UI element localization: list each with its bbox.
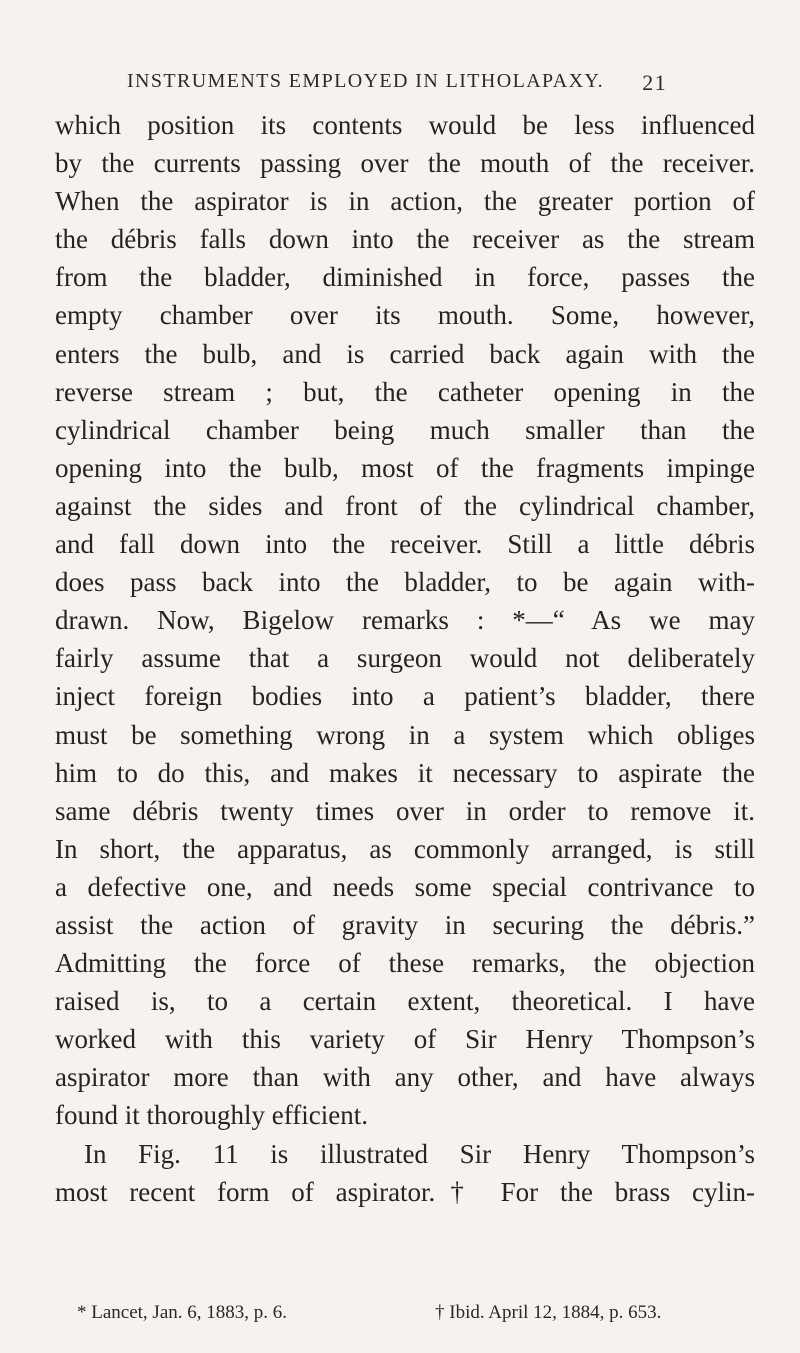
text-line: and fall down into the receiver. Still a little débris <box>55 529 755 560</box>
text-line: him to do this, and makes it necessary to aspirate the <box>55 757 755 788</box>
text-line: against the sides and front of the cylindrical chamber, <box>55 490 755 521</box>
text-line: fairly assume that a surgeon would not deliberately <box>55 643 755 674</box>
text-line: by the currents passing over the mouth of the receiver. <box>55 148 755 179</box>
text-line: opening into the bulb, most of the fragments impinge <box>55 452 755 483</box>
text-line: assist the action of gravity in securing the débris.” <box>55 909 755 940</box>
running-head-title: INSTRUMENTS EMPLOYED IN LITHOLAPAXY. <box>127 70 605 92</box>
text-line: Admitting the force of these remarks, the objection <box>55 948 755 979</box>
text-line: the débris falls down into the receiver as the stream <box>55 224 755 255</box>
text-line: does pass back into the bladder, to be again with- <box>55 567 755 598</box>
text-line: must be something wrong in a system which obliges <box>55 719 755 750</box>
footnote-ibid: † Ibid. April 12, 1884, p. 653. <box>435 1302 662 1323</box>
text-line: found it thoroughly efficient. <box>55 1100 368 1131</box>
text-line: When the aspirator is in action, the greater portion of <box>55 186 755 217</box>
text-line: same débris twenty times over in order to remove it. <box>55 795 755 826</box>
text-line: drawn. Now, Bigelow remarks : *—“ As we may <box>55 605 755 636</box>
text-line: worked with this variety of Sir Henry Thompson’s <box>55 1024 755 1055</box>
text-line: from the bladder, diminished in force, passes the <box>55 262 755 293</box>
text-line: In Fig. 11 is illustrated Sir Henry Thompson’s <box>84 1138 755 1169</box>
text-line: empty chamber over its mouth. Some, however, <box>55 300 755 331</box>
footnotes <box>77 1298 757 1328</box>
text-line: most recent form of aspirator.† For the brass cylin- <box>55 1176 755 1207</box>
text-line: a defective one, and needs some special contrivance to <box>55 871 755 902</box>
text-line: In short, the apparatus, as commonly arranged, is still <box>55 833 755 864</box>
text-line: reverse stream ; but, the catheter opening in the <box>55 376 755 407</box>
text-line: aspirator more than with any other, and have always <box>55 1062 755 1093</box>
footnote-lancet: * Lancet, Jan. 6, 1883, p. 6. <box>77 1302 288 1323</box>
text-line: enters the bulb, and is carried back again with the <box>55 338 755 369</box>
page-number: 21 <box>642 70 667 95</box>
running-head <box>127 70 667 100</box>
text-line: cylindrical chamber being much smaller than the <box>55 414 755 445</box>
text-line: which position its contents would be less influenced <box>55 110 755 140</box>
text-line: raised is, to a certain extent, theoretical. I have <box>55 986 755 1017</box>
body-text <box>55 106 755 1211</box>
text-line: inject foreign bodies into a patient’s bladder, there <box>55 681 755 712</box>
